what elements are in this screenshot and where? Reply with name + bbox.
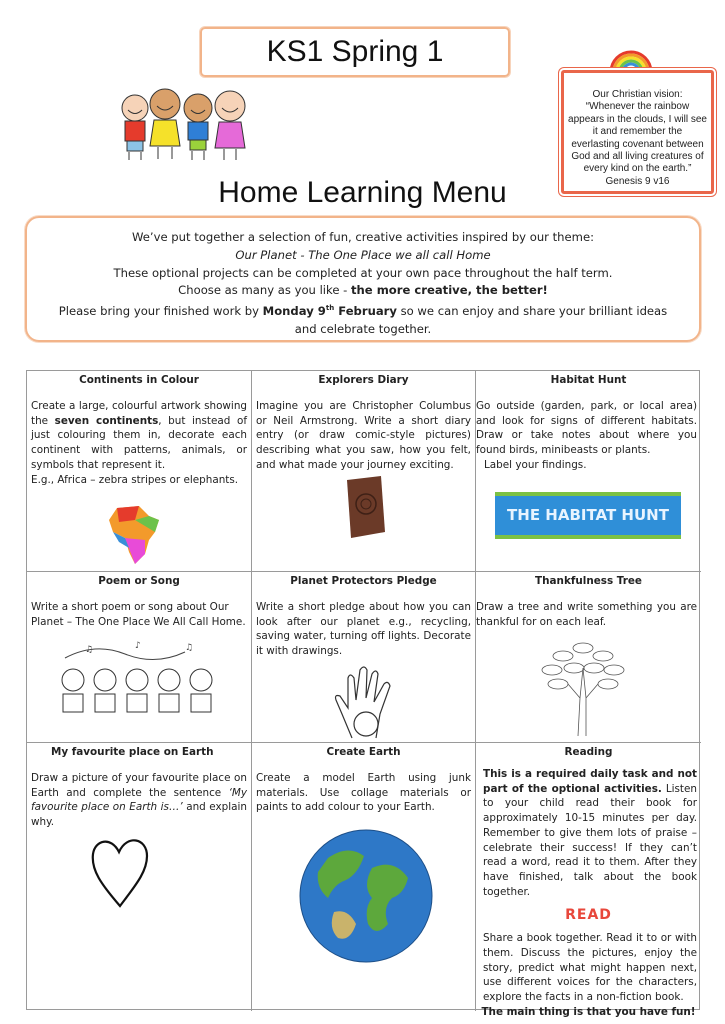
activity-continents-in-colour xyxy=(27,371,252,572)
activity-text xyxy=(31,771,247,830)
activity-text-part: Listen to your child read their book for approximately 10-15 minutes per day. Remember to give them lots of praise – celebrate their success! If they can’t read a word, read it to them. After they have finished, talk about the book together. xyxy=(483,782,697,898)
activity-text: Write a short poem or song about Our Planet – The One Place We All Call Home. xyxy=(31,601,246,628)
activity-text-share: Share a book together. Read it to or with them. Discuss the pictures, enjoy the story, predict what might happen next, use different voices for the characters, explore the facts in a non-fiction book. xyxy=(483,932,697,1004)
activity-text xyxy=(480,767,697,899)
children-illustration xyxy=(118,86,248,168)
deadline-date xyxy=(263,304,397,318)
activity-text-part: Create a large, colourful artwork showing the xyxy=(31,400,247,427)
child-4 xyxy=(215,91,245,160)
activity-grid xyxy=(26,370,700,1018)
activity-reading xyxy=(476,743,701,1018)
activity-habitat-hunt xyxy=(476,371,701,572)
earth-globe-image xyxy=(298,828,434,964)
activity-example: E.g., Africa – zebra stripes or elephants. xyxy=(31,473,239,486)
svg-text:♪: ♪ xyxy=(135,641,141,651)
activity-thankfulness-tree xyxy=(476,572,701,743)
svg-text:♫: ♫ xyxy=(85,645,94,655)
activity-text: Create a model Earth using junk materials. Use collage materials or paints to add colour to your Earth. xyxy=(256,772,471,814)
child-1 xyxy=(122,95,148,160)
closing-text: The main thing is that you have fun! xyxy=(481,1005,696,1018)
leather-diary-image xyxy=(343,474,387,540)
theme-text: Our Planet - The One Place we all call Home xyxy=(235,247,491,262)
activity-text: Imagine you are Christopher Columbus or Neil Armstrong. Write a short diary entry (or draw comic-style pictures) describing what you saw, how you felt, and what made your journey exciting. xyxy=(256,400,471,471)
habitat-hunt-banner xyxy=(495,492,681,539)
svg-text:♫: ♫ xyxy=(185,643,194,653)
activity-planet-protectors-pledge xyxy=(252,572,476,743)
activity-text xyxy=(31,399,247,473)
activity-title: Thankfulness Tree xyxy=(535,575,642,587)
activity-title: Create Earth xyxy=(326,746,401,758)
activity-text-italic: ‘My favourite place on Earth is…’ xyxy=(31,786,247,814)
activity-title: Planet Protectors Pledge xyxy=(290,575,437,587)
intro-line-5-suffix: so we can enjoy and share your brilliant ideas and celebrate together. xyxy=(294,304,668,336)
activity-text-bold: seven continents xyxy=(54,414,159,427)
activity-text-part: , but instead of just colouring them in, decorate each continent with patterns, animals, or symbols that represent it. xyxy=(31,414,247,471)
singing-children-image xyxy=(55,638,225,722)
read-badge-image xyxy=(480,899,697,931)
africa-collage-image xyxy=(105,502,165,568)
activity-title: Explorers Diary xyxy=(318,374,409,386)
intro-line-4 xyxy=(27,282,699,300)
intro-line-1: We’ve put together a selection of fun, creative activities inspired by our theme: xyxy=(132,230,594,244)
deadline-day: Monday 9 xyxy=(262,304,326,319)
intro-line-3: These optional projects can be completed at your own pace throughout the half term. xyxy=(113,265,613,280)
activity-title: Poem or Song xyxy=(98,575,180,587)
activity-poem-or-song xyxy=(27,572,252,743)
activity-text: Write a short pledge about how you can look after our planet e.g., recycling, saving water, turning off lights. Decorate it with drawings. xyxy=(256,601,471,658)
heart-image xyxy=(87,830,153,910)
child-2 xyxy=(150,89,180,159)
activity-text-label: Label your findings. xyxy=(484,458,587,471)
thankful-tree-image xyxy=(538,638,628,738)
activity-closing xyxy=(480,1005,697,1020)
read-badge-text: READ xyxy=(565,906,612,923)
activity-create-earth xyxy=(252,743,476,1011)
activity-text-part: and explain why. xyxy=(31,801,247,829)
activity-title: Continents in Colour xyxy=(79,374,199,386)
activity-explorers-diary xyxy=(252,371,476,572)
activity-favourite-place xyxy=(27,743,252,1011)
habitat-hunt-banner-inner xyxy=(495,496,681,535)
activity-text: Go outside (garden, park, or local area) and look for signs of different habitats. Draw or take notes about where you found birds, minibeasts or plants. xyxy=(476,400,697,457)
christian-vision-text: Our Christian vision: “Whenever the rainbow appears in the clouds, I will see it and remember the everlasting covenant between God and all living creatures of every kind on the earth.” Genesis 9 v16 xyxy=(568,89,707,187)
activity-title: Habitat Hunt xyxy=(550,374,627,386)
page-title-box xyxy=(200,27,510,77)
activity-title: Reading xyxy=(564,746,613,758)
home-learning-heading: Home Learning Menu xyxy=(218,176,507,209)
intro-line-5 xyxy=(27,300,699,338)
required-task-notice: This is a required daily task and not part of the optional activities. xyxy=(483,768,697,795)
activity-text: Draw a tree and write something you are thankful for on each leaf. xyxy=(476,601,697,628)
habitat-hunt-banner-text: THE HABITAT HUNT xyxy=(507,506,669,525)
deadline-suffix: th xyxy=(325,304,335,313)
intro-line-5-prefix: Please bring your finished work by xyxy=(58,304,263,319)
deadline-month: February xyxy=(334,304,397,319)
activity-title: My favourite place on Earth xyxy=(51,746,214,758)
intro-line-4-bold: the more creative, the better! xyxy=(351,283,548,298)
hand-with-globe-image xyxy=(332,664,406,740)
intro-line-4-prefix: Choose as many as you like - xyxy=(178,283,352,298)
child-3 xyxy=(184,94,212,160)
intro-theme xyxy=(27,247,699,265)
page-title: KS1 Spring 1 xyxy=(266,35,444,68)
activity-text-part: Draw a picture of your favourite place on Earth and complete the sentence xyxy=(31,772,247,799)
intro-box xyxy=(25,216,701,342)
